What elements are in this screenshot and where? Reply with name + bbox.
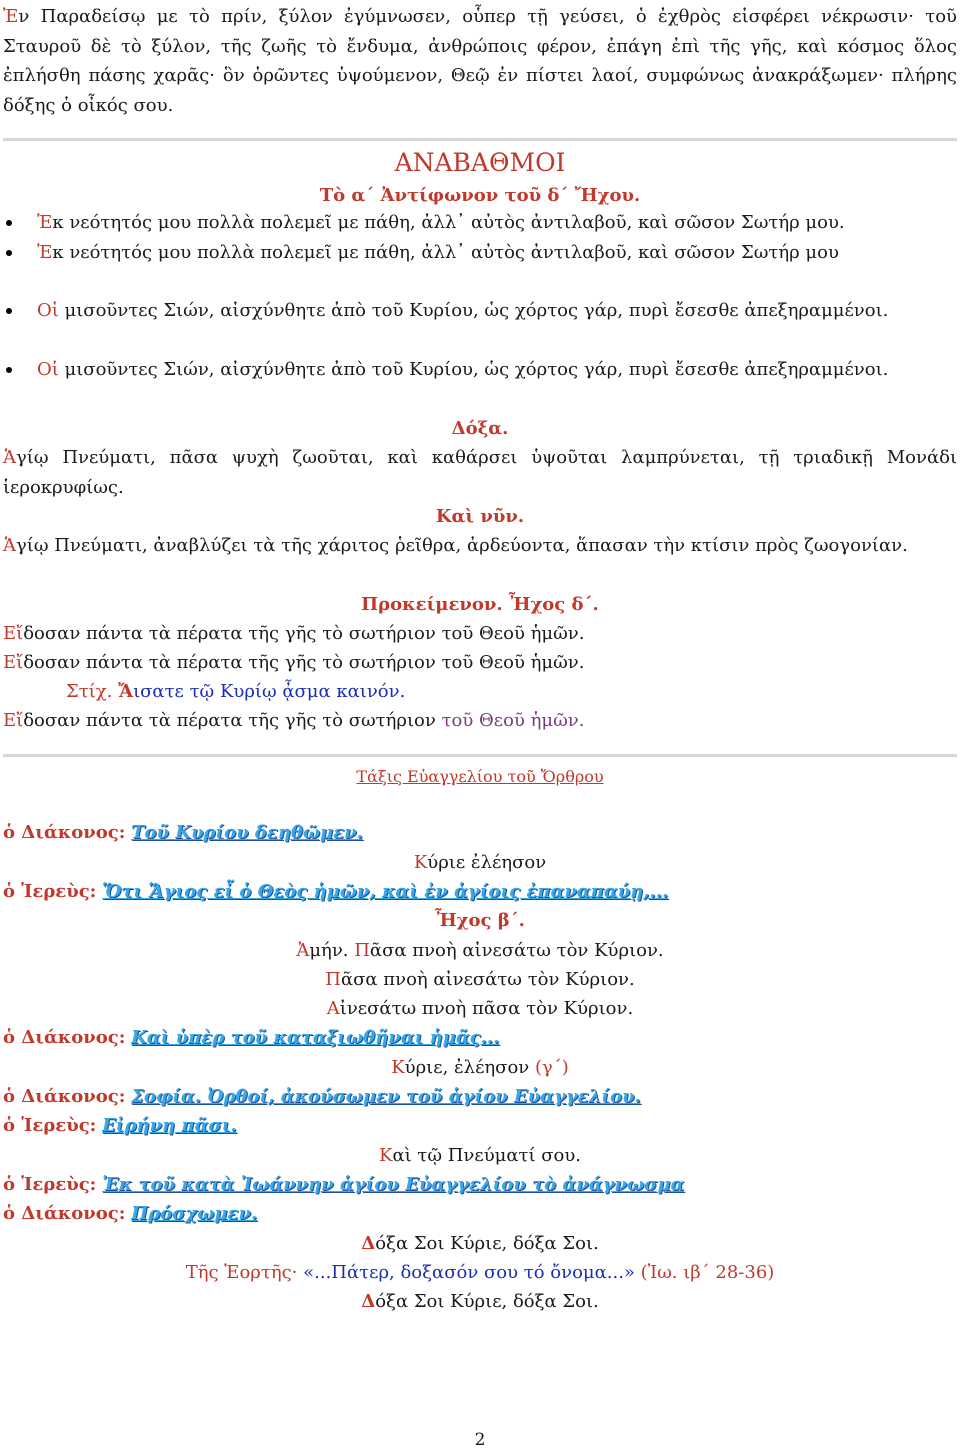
list-item: [3, 296, 957, 326]
initial-letter: Οἱ: [37, 359, 59, 380]
stich-line: [3, 677, 957, 707]
verse-text-colored: τοῦ Θεοῦ ἡμῶν.: [441, 710, 585, 731]
response-line: [3, 965, 957, 995]
initial-letter: Ἐ: [3, 6, 19, 27]
verse-text: δοσαν πάντα τὰ πέρατα τῆς γῆς τὸ σωτήριον τοῦ Θεοῦ ἡμῶν.: [23, 652, 585, 673]
response-line: [3, 936, 957, 966]
priest-text: Ἐκ τοῦ κατὰ Ἰωάννην ἁγίου Εὐαγγελίου τὸ ἀνάγνωσμα: [102, 1174, 685, 1195]
prokeimenon-verse: [3, 648, 957, 678]
feast-label: Τῆς Ἑορτῆς·: [185, 1262, 304, 1283]
response-line: [3, 994, 957, 1024]
prokeimenon-label: Προκείμενον. Ἦχος δ΄.: [361, 594, 599, 615]
kai-nyn-text: γίῳ Πνεύματι, ἀναβλύζει τὰ τῆς χάριτος ῥεῖθρα, ἀρδεύοντα, ἅπασαν τὴν κτίσιν πρὸς ζωογονίαν.: [16, 535, 908, 556]
response-text: όξα Σοι Κύριε, δόξα Σοι.: [375, 1291, 599, 1312]
initial-letter: Εἴ: [3, 710, 24, 731]
bullet-icon: [6, 308, 12, 314]
verse-text: μισοῦντες Σιών, αἰσχύνθητε ἀπὸ τοῦ Κυρίου, ὡς χόρτος γάρ, πυρὶ ἔσεσθε ἀπεξηραμμένοι.: [58, 300, 889, 321]
deacon-line: [3, 1199, 957, 1229]
priest-label: ὁ Ἱερεὺς:: [3, 1174, 97, 1195]
section-heading: ΑΝΑΒΑΘΜΟΙ: [394, 148, 566, 177]
prokeimenon-verse: [3, 619, 957, 649]
initial-letter: Π: [325, 969, 341, 990]
initial-letter: Κ: [378, 1145, 393, 1166]
initial-letter: Δ: [361, 1291, 376, 1312]
doxa-text: γίῳ Πνεύματι, πᾶσα ψυχὴ ζωοῦται, καὶ καθάρσει ὑψοῦται λαμπρύνεται, τῇ τριαδικῇ Μονάδι ἱεροκρυφίως.: [3, 447, 957, 498]
deacon-label: ὁ Διάκονος:: [3, 822, 126, 843]
page-number: 2: [474, 1430, 486, 1450]
initial-letter: Οἱ: [37, 300, 59, 321]
gospel-incipit: «...Πάτερ, δοξασόν σου τό ὄνομα...»: [303, 1262, 635, 1283]
deacon-line: [3, 1082, 957, 1112]
verse-text: μισοῦντες Σιών, αἰσχύνθητε ἀπὸ τοῦ Κυρίου, ὡς χόρτος γάρ, πυρὶ ἔσεσθε ἀπεξηραμμένοι.: [58, 359, 889, 380]
deacon-text: Σοφία. Ὀρθοί, ἀκούσωμεν τοῦ ἁγίου Εὐαγγελίου.: [131, 1086, 641, 1107]
deacon-label: ὁ Διάκονος:: [3, 1086, 126, 1107]
response-line: [3, 1141, 957, 1171]
bullet-icon: [6, 367, 12, 373]
response-text: μήν.: [309, 940, 355, 961]
verse-text: κ νεότητός μου πολλὰ πολεμεῖ με πάθη, ἀλλ᾽ αὐτὸς ἀντιλαβοῦ, καὶ σῶσον Σωτήρ μου.: [52, 212, 845, 233]
intro-paragraph: [3, 2, 957, 120]
response-text: ύριε, ἐλέησον: [404, 1057, 535, 1078]
response-text: ᾶσα πνοὴ αἰνεσάτω τὸν Κύριον.: [340, 969, 635, 990]
deacon-text: Καὶ ὑπὲρ τοῦ καταξιωθῆναι ἡμᾶς...: [131, 1027, 500, 1048]
initial-letter: Ἄ: [118, 681, 134, 702]
initial-letter: Δ: [361, 1233, 376, 1254]
list-item: [3, 355, 957, 385]
initial-letter: Κ: [413, 852, 428, 873]
priest-line: [3, 1170, 957, 1200]
verse-text: δοσαν πάντα τὰ πέρατα τῆς γῆς τὸ σωτήριον τοῦ Θεοῦ ἡμῶν.: [23, 623, 585, 644]
response-line: [3, 1287, 957, 1317]
gospel-order-title: Τάξις Εὐαγγελίου τοῦ Ὄρθρου: [356, 767, 604, 786]
priest-line: [3, 1111, 957, 1141]
priest-text: Εἰρήνη πᾶσι.: [102, 1115, 237, 1136]
divider: [3, 138, 957, 141]
kai-nyn-paragraph: [3, 531, 957, 561]
response-text: ᾶσα πνοὴ αἰνεσάτω τὸν Κύριον.: [369, 940, 664, 961]
response-line: [3, 848, 957, 878]
deacon-line: [3, 1023, 957, 1053]
initial-letter: Π: [354, 940, 370, 961]
initial-letter: Ἐ: [37, 242, 53, 263]
deacon-label: ὁ Διάκονος:: [3, 1203, 126, 1224]
verse-text: δοσαν πάντα τὰ πέρατα τῆς γῆς τὸ σωτήριον: [23, 710, 442, 731]
initial-letter: Εἴ: [3, 652, 24, 673]
section-subheading: Τὸ α΄ Ἀντίφωνον τοῦ δ΄ Ἤχου.: [319, 185, 641, 206]
priest-line: [3, 877, 957, 907]
kai-nyn-label: Καὶ νῦν.: [435, 506, 525, 527]
list-item: [3, 208, 957, 238]
verse-text: κ νεότητός μου πολλὰ πολεμεῖ με πάθη, ἀλλ᾽ αὐτὸς ἀντιλαβοῦ, καὶ σῶσον Σωτήρ μου: [52, 242, 839, 263]
response-text: αὶ τῷ Πνεύματί σου.: [392, 1145, 582, 1166]
response-text: ύριε ἐλέησον: [427, 852, 547, 873]
bullet-icon: [6, 220, 12, 226]
deacon-line: [3, 818, 957, 848]
bullet-icon: [6, 250, 12, 256]
response-line: [3, 1229, 957, 1259]
prokeimenon-verse: [3, 706, 957, 736]
priest-label: ὁ Ἱερεὺς:: [3, 881, 97, 902]
doxa-paragraph: [3, 443, 957, 502]
initial-letter: Εἴ: [3, 623, 24, 644]
initial-letter: Ἀ: [296, 940, 310, 961]
priest-label: ὁ Ἱερεὺς:: [3, 1115, 97, 1136]
intro-text: ν Παραδείσῳ με τὸ πρίν, ξύλον ἐγύμνωσεν, οὗπερ τῇ γεύσει, ὁ ἐχθρὸς εἰσφέρει νέκρωσιν· τοῦ Σταυροῦ δὲ τὸ ξύλον, τῆς ζωῆς τὸ ἔνδυμα, ἀνθρώποις φέρον, ἐπάγη ἐπὶ τῆς γῆς, καὶ κόσμος ὅλος ἐπλήσθη πάσης χαρᾶς· ὃν ὁρῶντες ὑψούμενον, Θεῷ ἐν πίστει λαοί, συμφώνως ἀνακράξωμεν· πλήρης δόξης ὁ οἶκός σου.: [3, 6, 957, 116]
doxa-label: Δόξα.: [451, 418, 509, 439]
response-line: [3, 1053, 957, 1083]
priest-text: Ὅτι Ἅγιος εἶ ὁ Θεὸς ἡμῶν, καὶ ἐν ἁγίοις ἐπαναπαύῃ,...: [102, 881, 669, 902]
deacon-text: Τοῦ Κυρίου δεηθῶμεν.: [131, 822, 363, 843]
initial-letter: Ἐ: [37, 212, 53, 233]
gospel-reference: (Ἰω. ιβ΄ 28-36): [634, 1262, 775, 1283]
deacon-label: ὁ Διάκονος:: [3, 1027, 126, 1048]
stich-text: ισατε τῷ Κυρίῳ ᾆσμα καινόν.: [133, 681, 406, 702]
deacon-text: Πρόσχωμεν.: [131, 1203, 258, 1224]
initial-letter: Ἁ: [3, 535, 16, 556]
initial-letter: Α: [326, 998, 340, 1019]
repeat-count: (γ΄): [534, 1057, 569, 1078]
tone-label: Ἦχος β΄.: [435, 910, 525, 931]
stich-label: Στίχ.: [66, 681, 113, 702]
list-item: [3, 238, 957, 268]
feast-reading-line: [3, 1258, 957, 1288]
response-text: όξα Σοι Κύριε, δόξα Σοι.: [375, 1233, 599, 1254]
divider: [3, 754, 957, 757]
initial-letter: Ἁ: [3, 447, 16, 468]
response-text: ἰνεσάτω πνοὴ πᾶσα τὸν Κύριον.: [339, 998, 634, 1019]
initial-letter: Κ: [391, 1057, 405, 1078]
